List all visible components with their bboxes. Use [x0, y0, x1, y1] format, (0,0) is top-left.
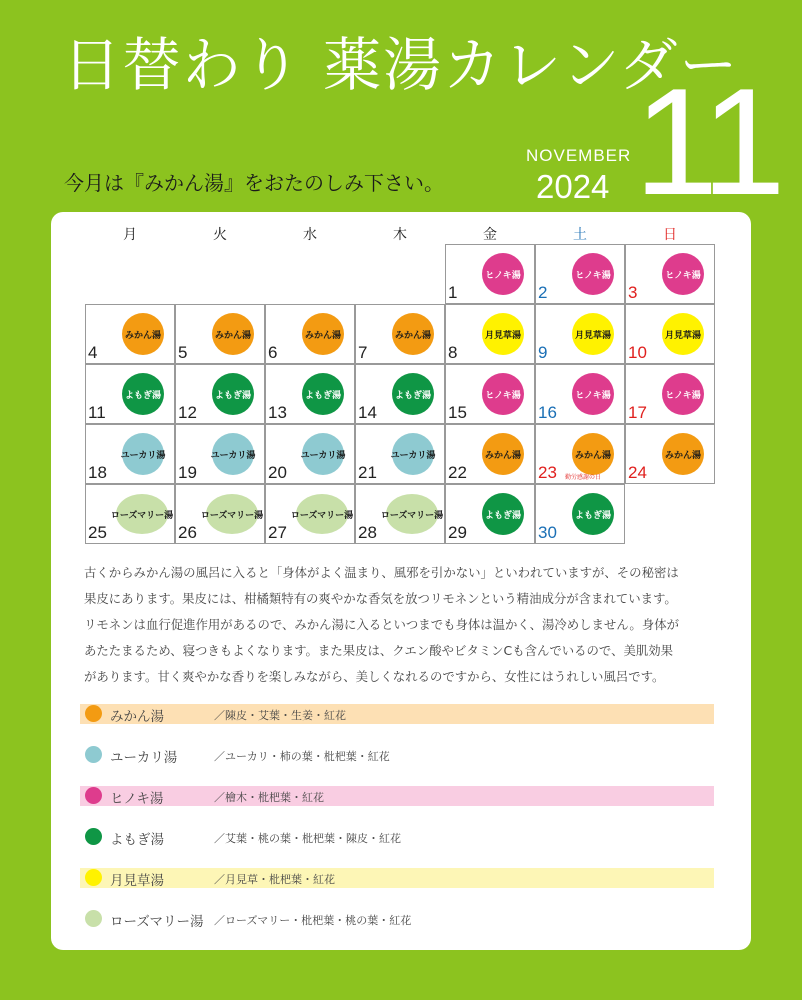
- calendar-day-cell: [175, 364, 265, 424]
- bath-badge: 月見草湯: [572, 313, 614, 355]
- description-line: 古くからみかん湯の風呂に入ると「身体がよく温まり、風邪を引かない」といわれていますが、その秘密は: [84, 565, 679, 580]
- description-line: があります。甘く爽やかな香りを楽しみながら、美しくなれるのですから、女性にはうれしい風呂です。: [84, 669, 665, 684]
- weekday-thu: 木: [393, 227, 407, 243]
- calendar-day-cell: [175, 424, 265, 484]
- month-number: 11: [634, 57, 780, 227]
- calendar-day-cell: [535, 484, 625, 544]
- legend-bath-name: よもぎ湯: [110, 832, 164, 848]
- calendar-day-cell: [535, 304, 625, 364]
- day-number: 2: [538, 283, 548, 302]
- calendar-day-cell: [625, 364, 715, 424]
- bath-badge: よもぎ湯: [392, 373, 434, 415]
- calendar-day-cell: [355, 364, 445, 424]
- bath-badge: ローズマリー湯: [206, 494, 258, 534]
- bath-badge: みかん湯: [482, 433, 524, 475]
- legend-color-dot: [85, 746, 102, 763]
- legend-ingredients: ／檜木・枇杷葉・紅花: [214, 791, 324, 804]
- bath-badge: ヒノキ湯: [662, 373, 704, 415]
- legend-color-dot: [85, 910, 102, 927]
- calendar-day-cell: [85, 364, 175, 424]
- legend-color-dot: [85, 787, 102, 804]
- description-line: あたたまるため、寝つきもよくなります。また果皮は、クエン酸やビタミンCも含んでいるので、美肌効果: [84, 643, 674, 658]
- calendar-day-cell: [175, 304, 265, 364]
- weekday-sun: 日: [663, 227, 677, 243]
- day-number: 23: [538, 463, 557, 482]
- day-number: 16: [538, 403, 557, 422]
- legend-ingredients: ／艾葉・桃の葉・枇杷葉・陳皮・紅花: [214, 832, 401, 845]
- monthly-feature-text: 今月は『みかん湯』をおたのしみ下さい。: [64, 171, 444, 195]
- legend-bath-name: ユーカリ湯: [110, 750, 178, 766]
- bath-badge: ローズマリー湯: [386, 494, 438, 534]
- bath-badge: よもぎ湯: [212, 373, 254, 415]
- day-number: 3: [628, 283, 638, 302]
- calendar-day-cell: [355, 304, 445, 364]
- calendar-day-cell: [625, 304, 715, 364]
- legend-color-dot: [85, 705, 102, 722]
- day-number: 25: [88, 523, 107, 542]
- day-number: 4: [88, 343, 98, 362]
- day-number: 14: [358, 403, 377, 422]
- weekday-mon: 月: [123, 227, 137, 243]
- calendar-day-cell: [445, 424, 535, 484]
- day-number: 8: [448, 343, 458, 362]
- legend-bath-name: みかん湯: [110, 709, 164, 725]
- weekday-tue: 火: [213, 227, 227, 243]
- legend-ingredients: ／ローズマリー・枇杷葉・桃の葉・紅花: [214, 914, 412, 927]
- calendar-day-cell: [535, 364, 625, 424]
- day-number: 20: [268, 463, 287, 482]
- legend-row: [80, 909, 714, 929]
- bath-badge: ユーカリ湯: [302, 433, 344, 475]
- calendar-day-cell: [355, 484, 445, 544]
- bath-badge: よもぎ湯: [572, 493, 614, 535]
- day-number: 30: [538, 523, 557, 542]
- legend-row: [80, 704, 714, 724]
- day-number: 19: [178, 463, 197, 482]
- calendar-day-cell: [85, 484, 175, 544]
- bath-badge: よもぎ湯: [302, 373, 344, 415]
- calendar-day-cell: [625, 244, 715, 304]
- month-name: NOVEMBER: [526, 146, 632, 165]
- calendar-day-cell: [355, 424, 445, 484]
- bath-badge: みかん湯: [122, 313, 164, 355]
- legend-color-dot: [85, 828, 102, 845]
- day-number: 24: [628, 463, 647, 482]
- legend-color-dot: [85, 869, 102, 886]
- bath-badge: ユーカリ湯: [392, 433, 434, 475]
- day-number: 6: [268, 343, 278, 362]
- legend-bath-name: 月見草湯: [110, 873, 164, 889]
- weekday-wed: 水: [303, 227, 317, 243]
- legend-bath-name: ヒノキ湯: [110, 791, 164, 807]
- bath-badge: ヒノキ湯: [482, 373, 524, 415]
- calendar-day-cell: [265, 484, 355, 544]
- weekday-fri: 金: [483, 227, 497, 243]
- legend-row: [80, 745, 714, 765]
- calendar-day-cell: [265, 364, 355, 424]
- description-line: リモネンは血行促進作用があるので、みかん湯に入るといつまでも身体は温かく、湯冷めしません。身体が: [84, 617, 679, 632]
- bath-badge: みかん湯: [212, 313, 254, 355]
- day-number: 11: [88, 403, 106, 422]
- bath-badge: ヒノキ湯: [662, 253, 704, 295]
- day-number: 28: [358, 523, 377, 542]
- bath-badge: ヒノキ湯: [482, 253, 524, 295]
- bath-badge: 月見草湯: [662, 313, 704, 355]
- bath-badge: よもぎ湯: [482, 493, 524, 535]
- day-number: 17: [628, 403, 647, 422]
- bath-badge: ヒノキ湯: [572, 253, 614, 295]
- legend-ingredients: ／ユーカリ・柿の葉・枇杷葉・紅花: [214, 750, 390, 763]
- bath-badge: 月見草湯: [482, 313, 524, 355]
- page-title: 日替わり 薬湯カレンダー: [62, 31, 740, 99]
- day-number: 5: [178, 343, 188, 362]
- calendar-day-cell: [445, 484, 535, 544]
- calendar-day-cell: [265, 304, 355, 364]
- year: 2024: [536, 168, 610, 205]
- legend-row: [80, 827, 714, 847]
- calendar-day-cell: [625, 424, 715, 484]
- calendar-day-cell: [85, 304, 175, 364]
- day-number: 18: [88, 463, 107, 482]
- description-line: 果皮にあります。果皮には、柑橘類特有の爽やかな香気を放つリモネンという精油成分が含まれています。: [84, 591, 677, 606]
- bath-badge: ヒノキ湯: [572, 373, 614, 415]
- day-number: 13: [268, 403, 287, 422]
- day-number: 1: [448, 283, 458, 302]
- holiday-note: 勤労感謝の日: [565, 474, 602, 481]
- calendar-day-cell: [85, 424, 175, 484]
- day-number: 27: [268, 523, 287, 542]
- bath-badge: ローズマリー湯: [296, 494, 348, 534]
- legend-ingredients: ／月見草・枇杷葉・紅花: [214, 873, 335, 886]
- bath-badge: みかん湯: [662, 433, 704, 475]
- calendar-day-cell: [265, 424, 355, 484]
- bath-badge: ユーカリ湯: [212, 433, 254, 475]
- legend-row: [80, 786, 714, 806]
- legend-bath-name: ローズマリー湯: [110, 914, 204, 930]
- calendar-day-cell: [445, 364, 535, 424]
- legend-ingredients: ／陳皮・艾葉・生姜・紅花: [214, 709, 346, 722]
- legend-row: [80, 868, 714, 888]
- day-number: 29: [448, 523, 467, 542]
- day-number: 21: [358, 463, 377, 482]
- calendar-day-cell: [175, 484, 265, 544]
- description-text: [84, 560, 724, 690]
- day-number: 26: [178, 523, 197, 542]
- day-number: 15: [448, 403, 467, 422]
- day-number: 7: [358, 343, 368, 362]
- day-number: 10: [628, 343, 647, 362]
- bath-badge: みかん湯: [302, 313, 344, 355]
- calendar-day-cell: [535, 424, 625, 484]
- calendar-day-cell: [445, 244, 535, 304]
- bath-badge: みかん湯: [572, 433, 614, 475]
- bath-badge: みかん湯: [392, 313, 434, 355]
- day-number: 12: [178, 403, 197, 422]
- day-number: 22: [448, 463, 467, 482]
- bath-badge: よもぎ湯: [122, 373, 164, 415]
- bath-badge: ユーカリ湯: [122, 433, 164, 475]
- bath-badge: ローズマリー湯: [116, 494, 168, 534]
- calendar-day-cell: [535, 244, 625, 304]
- weekday-sat: 土: [573, 227, 587, 243]
- calendar-day-cell: [445, 304, 535, 364]
- day-number: 9: [538, 343, 548, 362]
